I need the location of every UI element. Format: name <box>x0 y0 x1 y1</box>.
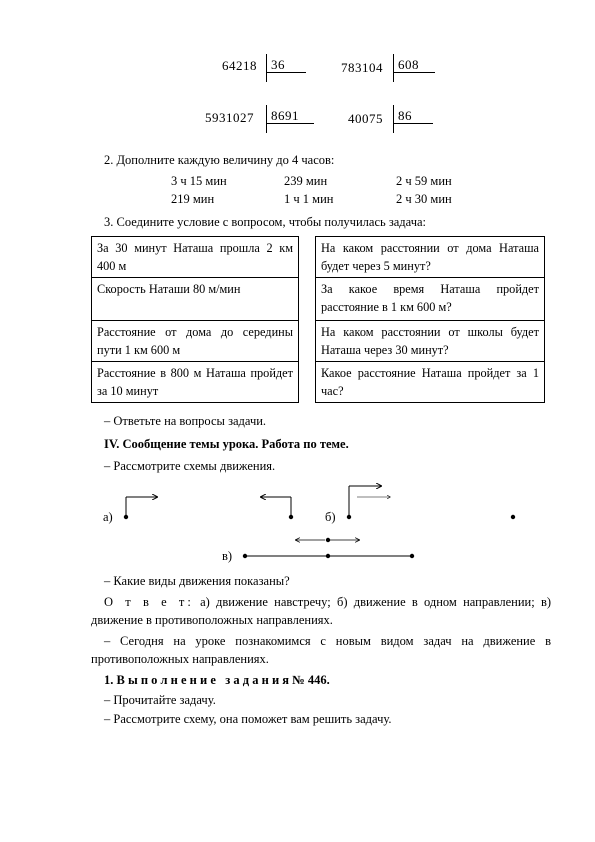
point <box>289 515 293 519</box>
dividend-4: 40075 <box>348 111 383 126</box>
task2-title: 2. Дополните каждую величину до 4 часов: <box>104 153 335 167</box>
question-cell: На каком расстоянии от школы будет Наташа через 30 минут? <box>316 321 545 362</box>
point <box>243 554 247 558</box>
time-value: 239 мин <box>284 174 328 188</box>
point <box>410 554 414 558</box>
dividend-1: 64218 <box>222 58 257 73</box>
topic-line-2: противоположных направлениях. <box>91 652 269 666</box>
question-cell: Какое расстояние Наташа пройдет за 1 час? <box>316 362 545 403</box>
answer-label: О т в е т: <box>104 595 194 609</box>
divisor-4: 86 <box>398 108 412 123</box>
condition-cell: Расстояние от дома до середины пути 1 км 600 м <box>92 321 299 362</box>
scheme-b <box>347 486 515 519</box>
section-heading: IV. Сообщение темы урока. Работа по теме. <box>104 437 349 451</box>
time-value: 2 ч 59 мин <box>396 174 452 188</box>
point <box>326 538 330 542</box>
exercise-title: 1. В ы п о л н е н и е з а д а н и я <box>104 673 290 687</box>
motion-question: – Какие виды движения показаны? <box>104 574 290 588</box>
task3-title: 3. Соедините условие с вопросом, чтобы получилась задача: <box>104 215 427 229</box>
topic-line-1: – Сегодня на уроке познакомимся с новым видом задач на движение в <box>104 634 551 648</box>
scheme-label-b: б) <box>325 510 336 524</box>
time-value: 1 ч 1 мин <box>284 192 334 206</box>
time-value: 2 ч 30 мин <box>396 192 452 206</box>
question-cell: За какое время Наташа пройдет расстояние в 1 км 600 м? <box>316 278 545 321</box>
divisor-2: 608 <box>398 57 419 72</box>
question-cell: На каком расстоянии от дома Наташа будет через 5 минут? <box>316 237 545 278</box>
scheme-a <box>124 497 293 519</box>
answer-text: а) движение навстречу; б) движение в одном направлении; в) <box>200 595 552 609</box>
point <box>347 515 351 519</box>
dividend-2: 783104 <box>341 60 383 75</box>
step-read: – Прочитайте задачу. <box>104 693 216 707</box>
dividend-3: 5931027 <box>205 110 254 125</box>
answer-line-2: движение в противоположных направлениях. <box>91 613 333 627</box>
condition-cell: За 30 минут Наташа прошла 2 км 400 м <box>92 237 299 278</box>
condition-cell: Расстояние в 800 м Наташа пройдет за 10 минут <box>92 362 299 403</box>
scheme-c <box>243 538 414 558</box>
answer-line-1 <box>104 595 551 610</box>
exercise-heading <box>104 673 330 688</box>
answer-prompt: – Ответьте на вопросы задачи. <box>104 414 267 428</box>
condition-cell: Скорость Наташи 80 м/мин <box>92 278 299 321</box>
time-value: 219 мин <box>171 192 215 206</box>
schemes-prompt: – Рассмотрите схемы движения. <box>104 459 276 473</box>
divisor-1: 36 <box>271 57 285 72</box>
time-value: 3 ч 15 мин <box>171 174 227 188</box>
step-scheme: – Рассмотрите схему, она поможет вам решить задачу. <box>104 712 392 726</box>
scheme-label-c: в) <box>222 549 233 563</box>
scheme-label-a: а) <box>103 510 113 524</box>
point <box>511 515 515 519</box>
point <box>326 554 330 558</box>
point <box>124 515 128 519</box>
divisor-3: 8691 <box>271 108 299 123</box>
exercise-number: № 446. <box>292 673 330 687</box>
